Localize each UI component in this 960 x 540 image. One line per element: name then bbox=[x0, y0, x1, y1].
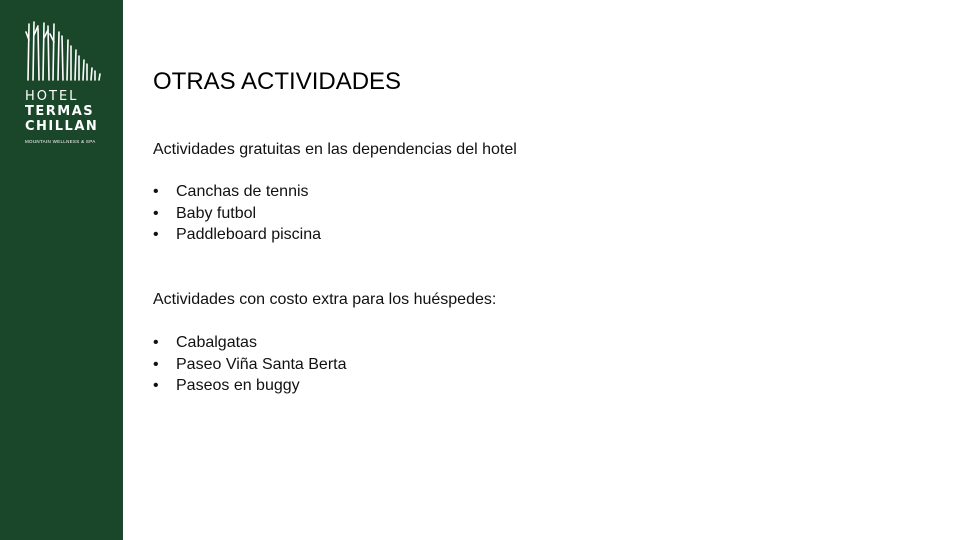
logo-tagline: MOUNTAIN WELLNESS & SPA bbox=[25, 139, 96, 144]
brand-sidebar bbox=[0, 0, 123, 540]
list-item: • Canchas de tennis bbox=[153, 181, 321, 203]
list-item: • Paddleboard piscina bbox=[153, 224, 321, 246]
logo-word-hotel: HOTEL bbox=[25, 89, 79, 104]
list-item: • Cabalgatas bbox=[153, 332, 347, 354]
list-item: • Paseos en buggy bbox=[153, 375, 347, 397]
paid-activities-list bbox=[153, 332, 347, 397]
logo-word-termas: TERMAS bbox=[25, 104, 95, 119]
slide-title: OTRAS ACTIVIDADES bbox=[153, 68, 402, 95]
logo-word-chillan: CHILLAN bbox=[25, 119, 99, 134]
paid-activities-intro: Actividades con costo extra para los huéspedes: bbox=[153, 291, 497, 308]
slide-content bbox=[153, 66, 913, 394]
list-item: • Paseo Viña Santa Berta bbox=[153, 354, 347, 376]
free-activities-intro: Actividades gratuitas en las dependencias del hotel bbox=[153, 141, 517, 158]
hotel-logo bbox=[25, 20, 105, 144]
forest-trees-icon bbox=[25, 20, 103, 82]
list-item: • Baby futbol bbox=[153, 203, 321, 225]
free-activities-list bbox=[153, 181, 321, 246]
